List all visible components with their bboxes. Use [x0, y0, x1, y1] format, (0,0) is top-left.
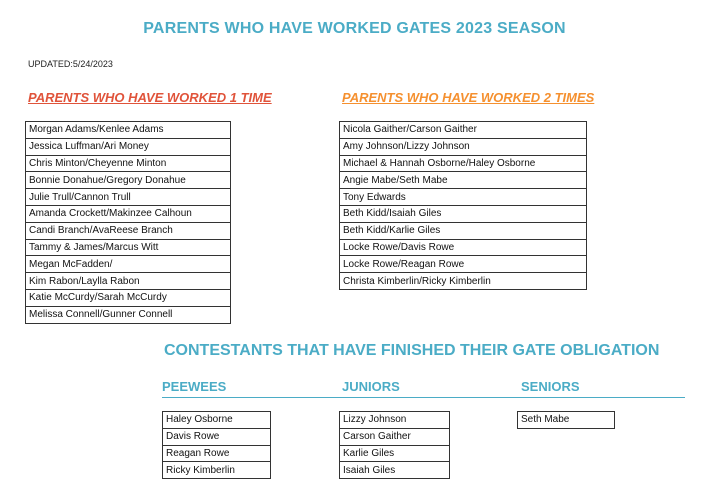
- name-cell: Christa Kimberlin/Ricky Kimberlin: [340, 273, 587, 290]
- table-row: [26, 256, 231, 273]
- name-cell: Amanda Crockett/Makinzee Calhoun: [26, 205, 231, 222]
- name-cell: Ricky Kimberlin: [163, 462, 271, 479]
- table-row: [26, 138, 231, 155]
- table-row: [340, 155, 587, 172]
- name-cell: Locke Rowe/Davis Rowe: [340, 239, 587, 256]
- name-cell: Beth Kidd/Karlie Giles: [340, 222, 587, 239]
- name-cell: Chris Minton/Cheyenne Minton: [26, 155, 231, 172]
- table-row: [26, 172, 231, 189]
- contestants-heading: CONTESTANTS THAT HAVE FINISHED THEIR GATE OBLIGATION: [164, 342, 660, 359]
- name-cell: Karlie Giles: [340, 445, 450, 462]
- table-row: [340, 172, 587, 189]
- table-row: [163, 412, 271, 429]
- table-row: [340, 205, 587, 222]
- table-row: [163, 445, 271, 462]
- table-row: [340, 189, 587, 206]
- worked-twice-heading: PARENTS WHO HAVE WORKED 2 TIMES: [342, 90, 595, 105]
- name-cell: Nicola Gaither/Carson Gaither: [340, 122, 587, 139]
- name-cell: Beth Kidd/Isaiah Giles: [340, 205, 587, 222]
- table-row: [26, 155, 231, 172]
- seniors-table: [517, 411, 615, 429]
- table-row: [163, 462, 271, 479]
- name-cell: Reagan Rowe: [163, 445, 271, 462]
- table-row: [340, 428, 450, 445]
- table-row: [26, 205, 231, 222]
- table-row: [340, 239, 587, 256]
- name-cell: Davis Rowe: [163, 428, 271, 445]
- table-row: [518, 412, 615, 429]
- juniors-table: [339, 411, 450, 479]
- peewees-table: [162, 411, 271, 479]
- table-row: [340, 222, 587, 239]
- name-cell: Julie Trull/Cannon Trull: [26, 189, 231, 206]
- table-row: [26, 239, 231, 256]
- juniors-heading: JUNIORS: [342, 379, 400, 394]
- table-row: [340, 256, 587, 273]
- table-row: [340, 122, 587, 139]
- divider-line: [162, 397, 685, 398]
- table-row: [26, 189, 231, 206]
- table-row: [26, 273, 231, 290]
- name-cell: Melissa Connell/Gunner Connell: [26, 306, 231, 323]
- name-cell: Tammy & James/Marcus Witt: [26, 239, 231, 256]
- table-row: [340, 462, 450, 479]
- name-cell: Seth Mabe: [518, 412, 615, 429]
- name-cell: Kim Rabon/Laylla Rabon: [26, 273, 231, 290]
- name-cell: Amy Johnson/Lizzy Johnson: [340, 138, 587, 155]
- worked-twice-table: [339, 121, 587, 290]
- name-cell: Candi Branch/AvaReese Branch: [26, 222, 231, 239]
- name-cell: Isaiah Giles: [340, 462, 450, 479]
- table-row: [340, 273, 587, 290]
- table-row: [340, 138, 587, 155]
- page-title: PARENTS WHO HAVE WORKED GATES 2023 SEASON: [143, 20, 566, 37]
- table-row: [26, 289, 231, 306]
- name-cell: Bonnie Donahue/Gregory Donahue: [26, 172, 231, 189]
- updated-date: UPDATED:5/24/2023: [28, 59, 113, 69]
- worked-once-heading: PARENTS WHO HAVE WORKED 1 TIME: [28, 90, 272, 105]
- name-cell: Tony Edwards: [340, 189, 587, 206]
- name-cell: Katie McCurdy/Sarah McCurdy: [26, 289, 231, 306]
- name-cell: Jessica Luffman/Ari Money: [26, 138, 231, 155]
- peewees-heading: PEEWEES: [162, 379, 227, 394]
- table-row: [340, 445, 450, 462]
- table-row: [26, 222, 231, 239]
- name-cell: Morgan Adams/Kenlee Adams: [26, 122, 231, 139]
- name-cell: Carson Gaither: [340, 428, 450, 445]
- name-cell: Michael & Hannah Osborne/Haley Osborne: [340, 155, 587, 172]
- worked-once-table: [25, 121, 231, 324]
- table-row: [340, 412, 450, 429]
- name-cell: Angie Mabe/Seth Mabe: [340, 172, 587, 189]
- name-cell: Megan McFadden/: [26, 256, 231, 273]
- seniors-heading: SENIORS: [521, 379, 580, 394]
- table-row: [163, 428, 271, 445]
- name-cell: Lizzy Johnson: [340, 412, 450, 429]
- name-cell: Locke Rowe/Reagan Rowe: [340, 256, 587, 273]
- name-cell: Haley Osborne: [163, 412, 271, 429]
- table-row: [26, 122, 231, 139]
- table-row: [26, 306, 231, 323]
